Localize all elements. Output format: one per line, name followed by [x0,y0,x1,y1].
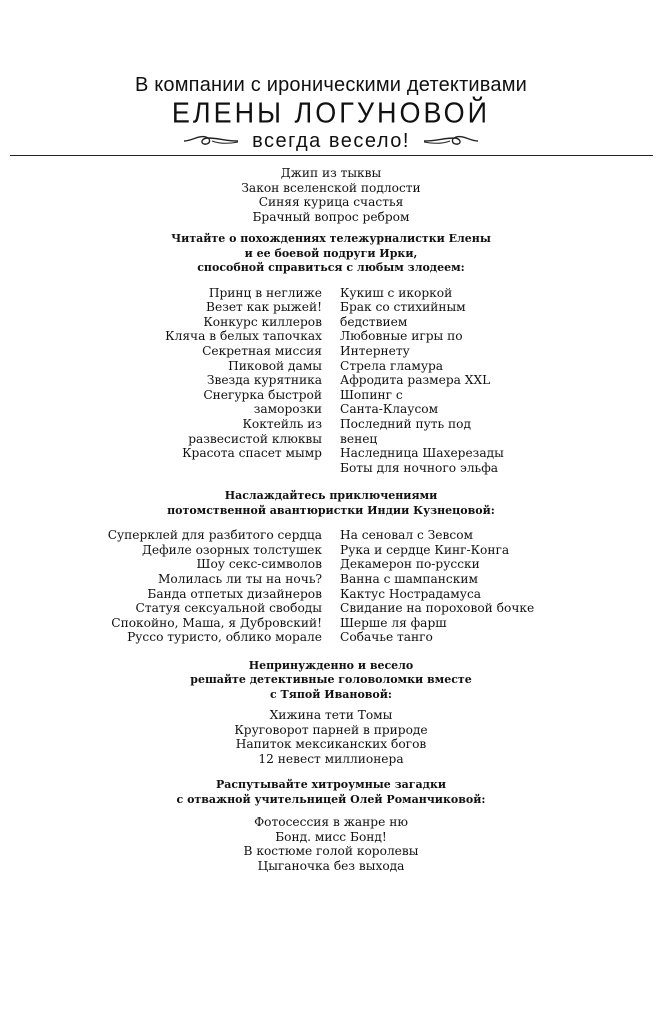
book-title: Статуя сексуальной свободы [135,601,322,616]
book-title: заморозки [253,402,322,417]
book-title: Пиковой дамы [228,358,322,373]
book-title: Санта-Клаусом [340,402,439,417]
book-title: Наследница Шахерезады [340,446,504,461]
book-title: Свидание на пороховой бочке [340,601,535,616]
section-title-line: с Тяпой Ивановой: [270,687,392,701]
book-title: Афродита размера XXL [340,373,491,388]
flourish-right-icon [422,132,480,150]
book-title: Хижина тети Томы [269,708,393,723]
two-column-list-elena [0,286,662,476]
book-title: Джип из тыквы [280,166,382,180]
list-series-1 [0,166,662,224]
book-title: Принц в неглиже [208,285,322,300]
section-title-line: Непринужденно и весело [248,658,414,672]
book-title: Руссо туристо, облико морале [127,630,322,645]
list-series-olya [0,815,662,873]
book-title: Синяя курица счастья [258,195,404,210]
section-title-olya [0,778,662,807]
header-line3: всегда весело! [252,130,410,152]
book-title: Звезда курятника [206,373,322,388]
book-title: Собачье танго [340,630,433,645]
section-title-line: Распутывайте хитроумные загадки [215,778,447,792]
section-title-tyapa [0,659,662,702]
book-title: Брачный вопрос ребром [252,209,410,224]
book-title: развесистой клюквы [188,431,322,446]
right-column [340,286,504,476]
book-title: Везет как рыжей! [206,300,322,315]
header-line3-row [0,128,662,154]
section-title-line: решайте детективные головоломки вместе [190,673,472,687]
book-title: Напиток мексиканских богов [235,737,427,752]
book-title: бедствием [340,314,408,329]
book-title: Секретная миссия [202,343,322,358]
book-title: Круговорот парней в природе [234,722,428,737]
book-title: Коктейль из [242,416,322,431]
book-title: Ванна с шампанским [340,571,478,586]
section-title-line: и ее боевой подруги Ирки, [244,246,418,260]
book-title: 12 невест миллионера [258,751,404,766]
book-title: Кактус Нострадамуса [340,586,482,601]
book-title: Банда отпетых дизайнеров [147,586,322,601]
list-series-tyapa [0,708,662,766]
section-title-line: Наслаждайтесь приключениями [224,489,438,503]
section-title-india [0,489,662,518]
left-column [0,286,322,476]
author-name: ЕЛЕНЫ ЛОГУНОВОЙ [171,97,491,129]
book-title: Бонд. мисс Бонд! [275,829,387,844]
book-title: Конкурс киллеров [203,314,322,329]
book-title: Кляча в белых тапочках [165,329,322,344]
book-title: Спокойно, Маша, я Дубровский! [111,615,322,630]
book-title: Дефиле озорных толстушек [141,542,322,557]
book-title: Интернету [340,343,410,358]
section-title-elena [0,232,662,275]
book-title: Снегурка быстрой [203,387,322,402]
divider-line [10,155,653,156]
book-list [0,166,662,874]
book-title: Кукиш с икоркой [340,285,453,300]
book-title: На сеновал с Зевсом [340,528,474,543]
left-column [0,528,322,645]
book-title: Красота спасет мымр [182,446,322,461]
book-title: Закон вселенской подлости [241,180,421,195]
book-title: Шерше ля фарш [340,615,447,630]
book-title: Любовные игры по [340,329,463,344]
section-title-line: с отважной учительницей Олей Романчиковой: [176,792,486,806]
section-title-line: потомственной авантюристки Индии Кузнецовой: [167,503,495,517]
flourish-left-icon [182,132,240,150]
book-title: Декамерон по-русски [340,557,480,572]
header [0,72,662,154]
book-title: Боты для ночного эльфа [340,460,499,475]
book-title: Шопинг с [340,387,403,402]
book-title: венец [340,431,378,446]
two-column-list-india [0,528,662,645]
book-title: Суперклей для разбитого сердца [107,528,322,543]
header-line1: В компании с ироническими детективами [134,74,528,96]
book-title: Шоу секс-символов [196,557,322,572]
section-title-line: Читайте о похождениях тележурналистки Елены [171,232,491,246]
book-title: Цыганочка без выхода [257,859,405,874]
book-title: Молилась ли ты на ночь? [157,571,322,586]
right-column [340,528,534,645]
book-title: Стрела гламура [340,358,444,373]
book-title: Брак со стихийным [340,300,466,315]
section-title-line: способной справиться с любым злодеем: [197,261,465,275]
book-title: В костюме голой королевы [243,844,419,859]
book-title: Рука и сердце Кинг-Конга [340,542,510,557]
book-title: Последний путь под [340,416,472,431]
book-title: Фотосессия в жанре ню [254,815,408,830]
